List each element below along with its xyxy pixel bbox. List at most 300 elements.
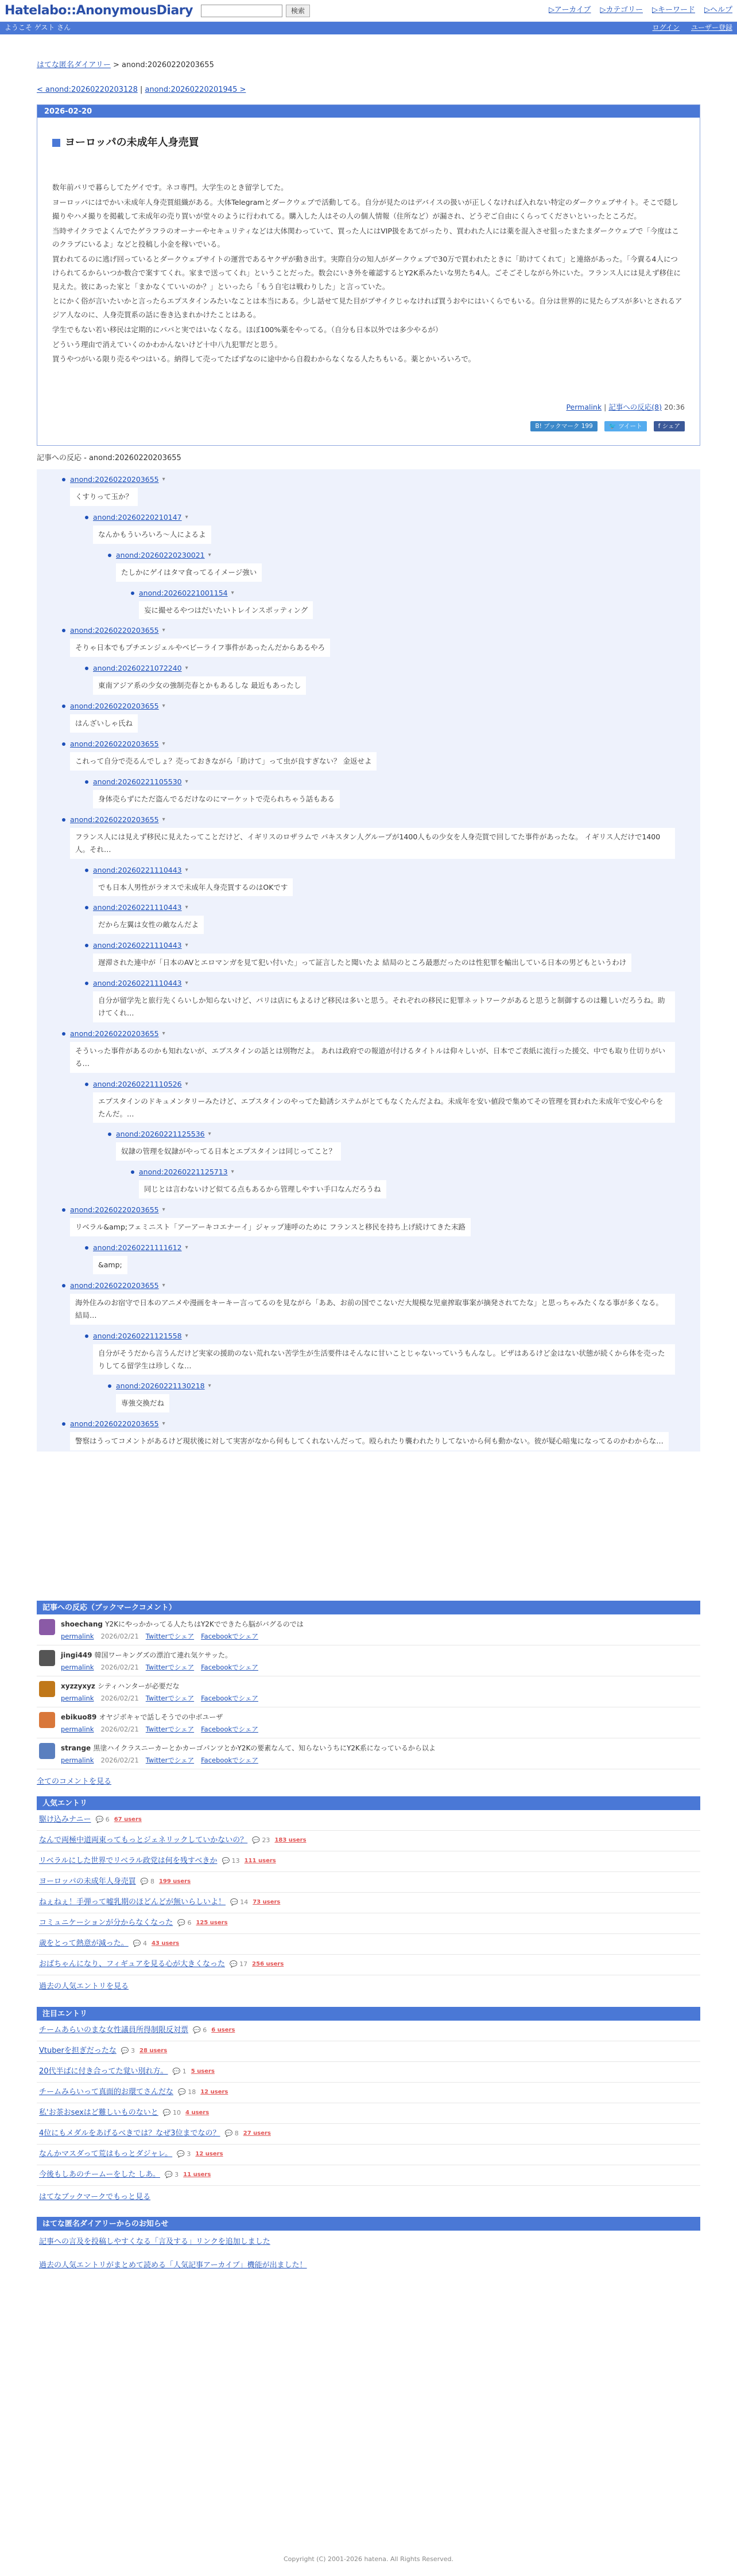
entry-title[interactable]: なんで両極中道両東ってもっとジェネリックしていかないの？: [39, 1835, 248, 1845]
twitter-share-link[interactable]: Twitterでシェア: [145, 1756, 195, 1764]
comment-count: 💬 14: [230, 1898, 249, 1906]
post-time: 20:36: [664, 403, 685, 412]
next-entry-link[interactable]: anond:20260220201945 >: [145, 85, 246, 94]
bookmark-date: 2026/02/21: [100, 1663, 139, 1671]
reply-link[interactable]: anond:20260221110443: [93, 903, 182, 912]
expand-icon[interactable]: ▾: [185, 866, 188, 873]
reply-item: [108, 550, 675, 587]
entry-row: [37, 1810, 700, 1831]
reply-header: [62, 1204, 675, 1216]
bookmark-users[interactable]: 4 users: [185, 2110, 210, 2116]
bookmark-users[interactable]: 11 users: [183, 2172, 211, 2178]
notice-section: [37, 2217, 700, 2278]
reply-header: [62, 474, 675, 485]
article-paragraph: ヨーロッパにはでかい未成年人身売買組織がある。大体Telegramとダークウェブで活動してる。自分が見たのはデバイスの扱いが正しくなければ入れない特定のダークウェブサイト。そこで隠し撮りやハメ撮りを掲載して未成年の売り買いが堂々のように行われてる。購入した人はその人の個人情報（住所など）が漏され、どうぞご自由にくらってくださいといったところだ。: [52, 198, 679, 220]
twitter-share-link[interactable]: Twitterでシェア: [145, 1663, 195, 1671]
reply-item: [62, 1280, 675, 1330]
expand-icon[interactable]: ▾: [231, 1169, 234, 1176]
avatar[interactable]: [39, 1712, 55, 1728]
bookmark-comment: [37, 1707, 700, 1738]
notice-link[interactable]: 過去の人気エントリがまとめて読める「人気記事アーカイブ」機能が出ました！: [39, 2261, 307, 2270]
entry-title[interactable]: リベラルにした世界でリベラル政党は何を残すべきか: [39, 1856, 218, 1865]
prev-next-separator: |: [137, 85, 145, 94]
reply-text: 同じとは言わないけど似てる点もあるから管理しやすい手口なんだろうね: [139, 1180, 386, 1198]
reply-header: [108, 550, 675, 561]
site-logo[interactable]: Hatelabo::AnonymousDiary: [5, 3, 193, 18]
bookmark-content: [61, 1743, 436, 1764]
reply-text: くすりって玉か？: [70, 488, 138, 506]
reply-link[interactable]: anond:20260220203655: [70, 1281, 159, 1290]
reply-link[interactable]: anond:20260220203655: [70, 474, 159, 484]
expand-icon[interactable]: ▾: [162, 703, 165, 710]
reply-link[interactable]: anond:20260221111612: [93, 1243, 182, 1252]
bookmark-permalink[interactable]: permalink: [61, 1663, 94, 1671]
reply-link[interactable]: anond:20260220230021: [116, 550, 205, 559]
reply-item: [85, 1079, 675, 1129]
reply-text: たしかにゲイはタマ食ってるイメージ強い: [116, 563, 262, 582]
reply-item: [108, 1129, 675, 1166]
bookmark-users[interactable]: 27 users: [243, 2130, 271, 2137]
reply-link[interactable]: anond:20260221110443: [93, 865, 182, 874]
register-link[interactable]: ユーザー登録: [691, 24, 732, 32]
prev-next-nav: [37, 84, 700, 96]
reply-header: [62, 1280, 675, 1291]
bullet-icon: [108, 1384, 111, 1388]
reply-item: [62, 701, 675, 738]
bookmark-meta: [61, 1724, 265, 1734]
expand-icon[interactable]: ▾: [162, 1282, 165, 1289]
avatar[interactable]: [39, 1650, 55, 1666]
reply-text: 東南アジア系の少女の強制売春とかもあるしな 最近もあったし: [93, 676, 306, 695]
reply-header: [62, 625, 675, 636]
bullet-icon: [62, 1208, 65, 1212]
bookmark-user[interactable]: shoechang: [61, 1620, 103, 1628]
comment-count: 💬 8: [224, 2130, 239, 2138]
top-links: [549, 5, 732, 17]
login-link[interactable]: ログイン: [652, 24, 680, 32]
entry-title[interactable]: Vtuberを担ぎだったな: [39, 2046, 117, 2055]
facebook-share-link[interactable]: Facebookでシェア: [201, 1756, 258, 1764]
comment-count: 💬 1: [172, 2068, 187, 2076]
twitter-share-link[interactable]: Twitterでシェア: [145, 1694, 195, 1702]
comment-count: 💬 6: [177, 1919, 192, 1927]
reply-item: [85, 978, 675, 1028]
bookmark-users[interactable]: 12 users: [195, 2151, 223, 2158]
bullet-icon: [62, 1284, 65, 1287]
comment-count-value: 18: [188, 2088, 196, 2096]
bookmark-users[interactable]: 28 users: [139, 2048, 168, 2054]
expand-icon[interactable]: ▾: [162, 627, 165, 634]
reply-text: 警察はうってコメントがあるけど現状後に対して実害がなから何もしてくれないんだって。殴られたり襲われたりしてないから何も動かない。彼が疑心暗鬼になってるのかわからな…: [70, 1432, 669, 1450]
reply-link[interactable]: anond:20260221105530: [93, 777, 182, 786]
article-paragraph: 買われてるのに逃げ回っているとダークウェブサイトの運営であるヤクザが動き出す。実際自分の知人がダークウェブで30万で買われたときに「助けてくれて」と連絡があった。「今賣る4人につけられてるからいつか数合で案すてくれ。家まで送ってくれ」ということだった。数会にいき外を確認するとY2K系みたいな男たち4人。ごそごそしながら外にいた。フランス人には見えず移住に見えた。彼にあった家と「まかなくていいのか？」といったら「もう自宅は戦わりした」と言っていた。: [52, 255, 681, 291]
entry-row: [37, 2041, 700, 2062]
article-text: [52, 181, 685, 366]
reply-link[interactable]: anond:20260220203655: [70, 1205, 159, 1215]
bookmark-users[interactable]: 5 users: [191, 2068, 215, 2075]
bookmark-section-header: 記事への反応（ブックマークコメント）: [37, 1601, 700, 1614]
reply-header: [108, 1129, 675, 1140]
reply-text: でも日本人男性がラオスで未成年人身売買するのはOKです: [93, 878, 293, 897]
entry-title[interactable]: チームあらいのまな女性議員所得制限反対票: [39, 2025, 189, 2034]
replies-header: 記事への反応 - anond:20260220203655: [37, 454, 181, 463]
article-date: 2026-02-20: [37, 105, 700, 118]
reply-link[interactable]: anond:20260221001154: [139, 588, 228, 597]
bullet-icon: [131, 1170, 134, 1174]
comment-count-value: 3: [174, 2171, 179, 2179]
bookmark-comment: [37, 1676, 700, 1707]
avatar[interactable]: [39, 1681, 55, 1697]
reply-header: [85, 1079, 675, 1090]
reply-link[interactable]: anond:20260221110443: [93, 941, 182, 950]
bullet-icon: [85, 1246, 88, 1250]
bullet-icon: [85, 516, 88, 519]
bookmark-list: [37, 1614, 700, 1769]
reply-text: だから左翼は女性の敵なんだよ: [93, 916, 204, 934]
entry-title[interactable]: 私'お茶おsexはど難しいものないと: [39, 2108, 158, 2117]
bookmark-button[interactable]: B! ブックマーク 199: [530, 421, 597, 431]
bookmark-date: 2026/02/21: [100, 1632, 139, 1640]
bullet-icon: [62, 1032, 65, 1036]
reply-text: 自分がそうだから言うんだけど実家の援助のない荒れない苦学生が生活要件はそんなに甘いことじゃないっていうもんなし。ビザはあるけど金はない状態が続くから体を売ったりしてる留学生は珍しくな…: [93, 1344, 675, 1375]
reply-header: [85, 865, 675, 876]
hot-section: [37, 2007, 700, 2209]
comment-count-value: 8: [234, 2130, 239, 2138]
popular-more-wrap: [37, 1975, 700, 1999]
search-input[interactable]: [201, 5, 282, 17]
entry-row: [37, 2165, 700, 2186]
avatar[interactable]: [39, 1619, 55, 1635]
reply-text: リベラル&amp;フェミニスト「アーアーキコエナーイ」ジャップ連呼のために フランスと移民を持ち上げ続けてきた末路: [70, 1218, 471, 1236]
comment-count-value: 4: [142, 1940, 147, 1948]
notice-link[interactable]: 記事への言及を投稿しやすくなる「言及する」リンクを追加しました: [39, 2238, 270, 2247]
bookmark-users[interactable]: 125 users: [196, 1920, 228, 1927]
article-title-text[interactable]: ヨーロッパの未成年人身売買: [65, 136, 199, 149]
bullet-icon: [85, 944, 88, 947]
notice-item-0: [37, 2231, 700, 2254]
reply-link[interactable]: anond:20260221110526: [93, 1079, 182, 1088]
article-title: [52, 135, 685, 151]
keyword-link[interactable]: ▷キーワード: [652, 6, 695, 15]
facebook-share-link[interactable]: Facebookでシェア: [201, 1725, 258, 1733]
reply-header: [85, 512, 675, 523]
entry-row: [37, 2062, 700, 2083]
bullet-icon: [85, 667, 88, 670]
backlink-count[interactable]: 記事への反応(8): [608, 403, 662, 412]
comment-count: 💬 4: [133, 1940, 147, 1948]
comment-count: 💬 10: [162, 2109, 181, 2117]
comment-count-value: 3: [187, 2150, 191, 2158]
hot-more-wrap: [37, 2186, 700, 2209]
reply-header: [131, 587, 675, 599]
expand-icon[interactable]: ▾: [162, 816, 165, 823]
bookmark-text: Y2Kにやっかかってる人たちはY2Kでできたら脳がバグるのでは: [105, 1620, 304, 1628]
facebook-share-link[interactable]: Facebookでシェア: [201, 1663, 258, 1671]
entry-row: [37, 2083, 700, 2103]
expand-icon[interactable]: ▾: [208, 551, 211, 558]
reply-header: [85, 902, 675, 913]
popular-header: 人気エントリ: [37, 1796, 700, 1810]
breadcrumb-separator: >: [110, 61, 122, 69]
expand-icon[interactable]: ▾: [231, 589, 234, 596]
reply-link[interactable]: anond:20260220203655: [70, 1029, 159, 1038]
article-paragraph: 当時サイクラでよくんでたゲラフラのオーナーやセキュリティなどは大体関わっていて、買った人にはVIP扱をあてがったり、買われた人には薬を混入させ狙ったまたまダークウェブで「今度はこのクラブにいるよ」などと投稿し小金を稼いでいる。: [52, 226, 679, 249]
expand-icon[interactable]: ▾: [185, 1332, 188, 1339]
entry-title[interactable]: コミュニケーションが分からなくなった: [39, 1918, 173, 1927]
bookmark-section: [37, 1601, 700, 1788]
facebook-share-button[interactable]: f シェア: [654, 421, 685, 431]
comment-count-value: 6: [203, 2026, 207, 2034]
twitter-share-link[interactable]: Twitterでシェア: [145, 1632, 195, 1640]
bookmark-meta: [61, 1631, 304, 1641]
reply-header: [131, 1166, 675, 1178]
expand-icon[interactable]: ▾: [162, 1207, 165, 1213]
comment-count: 💬 18: [178, 2088, 196, 2096]
bookmark-meta: [61, 1662, 265, 1672]
reply-header: [62, 814, 675, 826]
reply-header: [85, 940, 675, 951]
popular-list: [37, 1810, 700, 1975]
reply-link[interactable]: anond:20260221130218: [116, 1382, 205, 1391]
facebook-share-link[interactable]: Facebookでシェア: [201, 1632, 258, 1640]
all-comments-link-wrap: [37, 1776, 700, 1788]
bookmark-users[interactable]: 12 users: [200, 2089, 228, 2096]
reply-item: [62, 474, 675, 512]
reply-text: &amp;: [93, 1256, 127, 1274]
reply-item: [62, 814, 675, 865]
bookmark-users[interactable]: 111 users: [244, 1858, 276, 1865]
popular-more-link[interactable]: 過去の人気エントリを見る: [39, 1982, 129, 1991]
twitter-share-link[interactable]: Twitterでシェア: [145, 1725, 195, 1733]
reply-item: [85, 512, 675, 550]
permalink[interactable]: Permalink: [566, 403, 602, 412]
tweet-button[interactable]: 🐦 ツイート: [604, 421, 647, 431]
entry-title[interactable]: 今後もしあのチームーをした しあ。: [39, 2170, 160, 2179]
reply-header: [85, 1330, 675, 1342]
comment-count: 💬 3: [177, 2150, 191, 2158]
bookmark-permalink[interactable]: permalink: [61, 1694, 94, 1702]
entry-row: [37, 1955, 700, 1975]
expand-icon[interactable]: ▾: [208, 1131, 211, 1138]
reply-item: [131, 587, 675, 625]
bookmark-comment: [37, 1614, 700, 1645]
search-button[interactable]: 検索: [286, 5, 310, 17]
entry-row: [37, 2124, 700, 2145]
comment-count: 💬 8: [140, 1878, 154, 1886]
bullet-icon: [62, 1422, 65, 1426]
reply-link[interactable]: anond:20260221110443: [93, 979, 182, 988]
bookmark-comment: [37, 1738, 700, 1769]
entry-title[interactable]: チームみらいって真面的お環てさんだな: [39, 2087, 174, 2096]
bookmark-content: [61, 1681, 265, 1702]
all-comments-link[interactable]: 全てのコメントを見る: [37, 1777, 112, 1786]
bookmark-users[interactable]: 183 users: [274, 1837, 307, 1844]
bookmark-users[interactable]: 43 users: [151, 1940, 180, 1947]
reply-link[interactable]: anond:20260220203655: [70, 815, 159, 824]
bookmark-content: [61, 1712, 265, 1733]
comment-count: 💬 3: [164, 2171, 179, 2179]
comment-count: 💬 6: [95, 1816, 110, 1824]
reply-item: [85, 1242, 675, 1280]
comment-count: 💬 23: [252, 1836, 270, 1845]
bookmark-permalink[interactable]: permalink: [61, 1632, 94, 1640]
entry-row: [37, 2021, 700, 2041]
comment-count-value: 3: [131, 2047, 135, 2055]
bookmark-users[interactable]: 256 users: [252, 1961, 284, 1968]
bookmark-meta: [61, 1693, 265, 1703]
reply-item: [62, 1418, 675, 1456]
reply-item: [85, 1330, 675, 1381]
bullet-icon: [85, 906, 88, 909]
entry-title[interactable]: ねぇねぇ！手弾って嘘乳期のほどんどが無いらしいよ！: [39, 1897, 226, 1906]
entry-title[interactable]: ヨーロッパの未成年人身売買: [39, 1877, 136, 1886]
comment-count: 💬 3: [121, 2047, 135, 2055]
reply-link[interactable]: anond:20260220203655: [70, 1419, 159, 1429]
entry-row: [37, 1893, 700, 1913]
reply-link[interactable]: anond:20260221072240: [93, 664, 182, 673]
entry-row: [37, 2103, 700, 2124]
reply-item: [85, 902, 675, 940]
bookmark-text: オヤジボキャで話しそうでの中ボユーザ: [99, 1713, 223, 1721]
reply-text: そういった事件があるのかも知れないが、エプスタインの話とは別物だよ。 あれは政府での報道が付けるタイトルは仰々しいが、日本でご表紙に流行った援交、中でも取り仕切りがいる…: [70, 1042, 675, 1073]
reply-text: 自分が留学先と旅行先くらいしか知らないけど、パリは店にもよるけど移民は多いと思う。それぞれの移民に犯罪ネットワークがあると思うと制御するのは難しいだろうね。助けてくれ…: [93, 991, 675, 1022]
entry-row: [37, 1831, 700, 1851]
title-square-icon: [52, 139, 60, 147]
reply-text: そりゃ日本でもプチエンジェルやベビーライフ事件があったんだからあるやろ: [70, 639, 330, 657]
reply-header: [85, 776, 675, 788]
article-paragraph: どういう理由で消えていくのかわかんないけど十中八九犯罪だと思う。: [52, 340, 282, 349]
replies-tree: [37, 469, 700, 1452]
expand-icon[interactable]: ▾: [185, 1080, 188, 1087]
reply-item: [85, 940, 675, 978]
entry-row: [37, 1934, 700, 1955]
reply-link[interactable]: anond:20260220203655: [70, 626, 159, 635]
bookmark-date: 2026/02/21: [100, 1756, 139, 1764]
expand-icon[interactable]: ▾: [185, 904, 188, 911]
entry-row: [37, 1913, 700, 1934]
reply-item: [85, 776, 675, 814]
expand-icon[interactable]: ▾: [185, 778, 188, 785]
bookmark-user[interactable]: xyzzyxyz: [61, 1682, 95, 1690]
bullet-icon: [62, 629, 65, 632]
bookmark-text: 黒塗ハイクラスニーカーとかカーゴパンツとかY2Kの要素なんて、知らないうちにY2K系になっているから以よ: [93, 1744, 436, 1752]
reply-item: [131, 1166, 675, 1204]
reply-item: [62, 1204, 675, 1242]
bookmark-users[interactable]: 6 users: [211, 2027, 235, 2034]
bookmark-text: 韓国ワーキングズの漂泊て連れ気ケサッた。: [94, 1651, 232, 1659]
entry-title[interactable]: 歳をとって熱意が減った。: [39, 1939, 129, 1948]
reply-item: [62, 738, 675, 776]
expand-icon[interactable]: ▾: [185, 1244, 188, 1251]
expand-icon[interactable]: ▾: [162, 476, 165, 482]
facebook-share-link[interactable]: Facebookでシェア: [201, 1694, 258, 1702]
bookmark-user[interactable]: jingi449: [61, 1651, 92, 1659]
prev-entry-link[interactable]: < anond:20260220203128: [37, 85, 138, 94]
share-buttons: [52, 421, 685, 434]
bookmark-content: [61, 1619, 304, 1640]
help-link[interactable]: ▷ヘルプ: [704, 6, 732, 15]
reply-item: [85, 663, 675, 701]
article-paragraph: とにかく俗が言いたいかと言ったらエプスタインみたいなことは本当にある。少し話せて見た目がプサイクじゃなければ買うおやにはいくらでもいる。自分は世界的に見たらブスが多いとされるアジア人なのに、人身売買系の話に巻き込まれかけたことはある。: [52, 297, 682, 320]
expand-icon[interactable]: ▾: [185, 942, 188, 949]
reply-header: [62, 738, 675, 750]
entry-title[interactable]: なんかマスダって荒はもっとダジャレ。: [39, 2149, 173, 2158]
category-link[interactable]: ▷カテゴリー: [600, 6, 643, 15]
avatar[interactable]: [39, 1743, 55, 1759]
bullet-icon: [108, 554, 111, 557]
reply-link[interactable]: anond:20260221125536: [116, 1130, 205, 1139]
top-bar: [0, 0, 737, 22]
expand-icon[interactable]: ▾: [208, 1383, 211, 1390]
reply-text: 身体売らずにただ盗んでるだけなのにマーケットで売られちゃう話もある: [93, 790, 340, 808]
reply-link[interactable]: anond:20260220203655: [70, 740, 159, 749]
welcome-text: ようこそ ゲスト さん: [5, 24, 71, 32]
bookmark-users[interactable]: 67 users: [114, 1816, 142, 1823]
expand-icon[interactable]: ▾: [185, 980, 188, 987]
reply-link[interactable]: anond:20260220203655: [70, 702, 159, 711]
footer: Copyright (C) 2001-2026 hatena. All Rights Reserved.: [284, 2555, 453, 2563]
bullet-icon: [131, 592, 134, 595]
bookmark-permalink[interactable]: permalink: [61, 1756, 94, 1764]
expand-icon[interactable]: ▾: [185, 665, 188, 672]
bookmark-permalink[interactable]: permalink: [61, 1725, 94, 1733]
reply-text: はんざいしゃ氏ね: [70, 714, 138, 733]
bullet-icon: [62, 705, 65, 708]
comment-count-value: 6: [187, 1919, 192, 1927]
article-footer: Permalink | 記事への反応(8) 20:36: [566, 403, 685, 412]
comment-count-value: 6: [105, 1816, 110, 1824]
expand-icon[interactable]: ▾: [162, 1421, 165, 1427]
breadcrumb-home[interactable]: はてな匿名ダイアリー: [37, 61, 111, 69]
archive-link[interactable]: ▷アーカイブ: [548, 6, 591, 15]
entry-row: [37, 2145, 700, 2165]
comment-count-value: 13: [231, 1857, 240, 1865]
reply-link[interactable]: anond:20260221121558: [93, 1331, 182, 1340]
bullet-icon: [85, 1334, 88, 1338]
reply-link[interactable]: anond:20260221125713: [139, 1168, 228, 1177]
expand-icon[interactable]: ▾: [162, 741, 165, 748]
article-paragraph: 学生でもない若い移民は定期的にパパと実ではいなくなる。ほぼ100%薬をやってる。（自分も日本以外では多少やるが）: [52, 325, 443, 334]
breadcrumb-current: anond:20260220203655: [122, 61, 214, 69]
comment-count: 💬 17: [229, 1960, 248, 1968]
bookmark-user[interactable]: strange: [61, 1744, 91, 1752]
hot-more-link[interactable]: はてなブックマークでもっと見る: [39, 2192, 151, 2201]
comment-count-value: 17: [239, 1960, 248, 1968]
bullet-icon: [85, 780, 88, 784]
reply-header: [62, 701, 675, 712]
bookmark-user[interactable]: ebikuo89: [61, 1713, 97, 1721]
hot-list: [37, 2021, 700, 2186]
bookmark-users[interactable]: 73 users: [253, 1899, 281, 1906]
popular-section: [37, 1796, 700, 1999]
entry-title[interactable]: 20代半ばに付き合ってた覚い別れ方。: [39, 2067, 168, 2076]
bookmark-users[interactable]: 199 users: [158, 1878, 191, 1885]
bullet-icon: [62, 478, 65, 481]
comment-count: 💬 6: [193, 2026, 207, 2034]
main-content: [0, 60, 737, 446]
comment-count: 💬 13: [222, 1857, 240, 1865]
hot-header: 注目エントリ: [37, 2007, 700, 2021]
expand-icon[interactable]: ▾: [185, 513, 188, 520]
notice-item-1: [37, 2254, 700, 2278]
notice-header: はてな匿名ダイアリーからのお知らせ: [37, 2217, 700, 2231]
entry-title[interactable]: 駆け込みナニー: [39, 1815, 91, 1824]
entry-title[interactable]: おばちゃんになり、フィギュアを見る心が大きくなった: [39, 1959, 225, 1968]
entry-title[interactable]: 4位にもメダルをあげるべきでは？なぜ3位までなの？: [39, 2128, 220, 2138]
user-bar: [0, 22, 737, 34]
expand-icon[interactable]: ▾: [162, 1030, 165, 1037]
reply-link[interactable]: anond:20260220210147: [93, 512, 182, 522]
